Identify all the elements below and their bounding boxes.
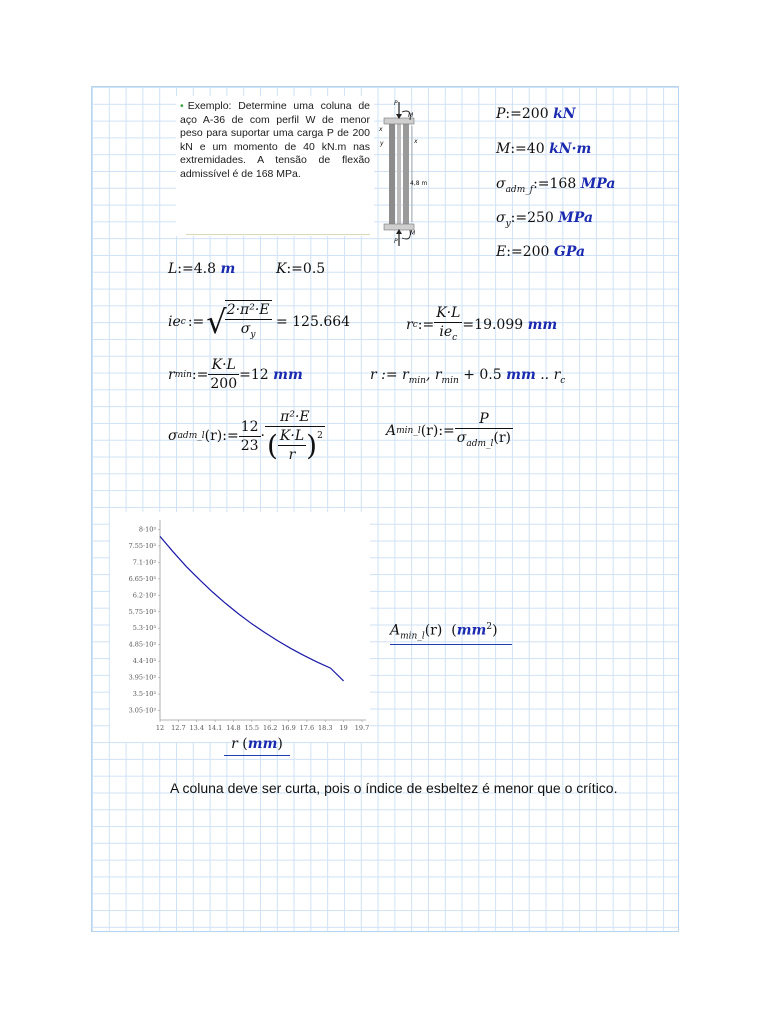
column-illustration bbox=[372, 100, 432, 250]
def-sigma-adm-l: σ adm_l (r) := $\frac{12}{23}$ · π²·E ( $\frac{K\cdot L}{r}$ ) $^2$ bbox=[168, 409, 323, 463]
problem-statement bbox=[180, 100, 370, 181]
y-tick-label: 3.5·10³ bbox=[132, 690, 156, 699]
column-figure bbox=[372, 100, 432, 250]
def-L: L:=4.8 m bbox=[168, 261, 236, 277]
x-tick-label: 14.8 bbox=[226, 724, 241, 732]
x-tick-label: 15.5 bbox=[244, 724, 260, 732]
x-tick-label: 19.7 bbox=[354, 724, 370, 732]
def-iec: ie c := √ $\frac{\text{2·π²·E}}{\sigma_y}$ = 125.664 bbox=[168, 300, 350, 344]
y-tick-label: 3.95·10³ bbox=[128, 673, 156, 682]
y-tick-label: 5.3·10³ bbox=[132, 624, 156, 633]
figure-label-x1: x bbox=[379, 126, 383, 133]
y-tick-label: 7.55·10³ bbox=[128, 541, 156, 550]
def-K: K:=0.5 bbox=[276, 261, 326, 277]
given-E: E:=200 GPa bbox=[496, 244, 586, 260]
x-tick-label: 17.6 bbox=[299, 724, 315, 732]
y-tick-label: 3.05·10³ bbox=[128, 706, 156, 715]
y-tick-label: 6.65·10³ bbox=[128, 574, 156, 583]
def-r-range: r := $r_{min}$, $r_{min} + 0.5$ mm .. $r_c$ bbox=[370, 367, 566, 386]
x-tick-label: 14.1 bbox=[207, 724, 223, 732]
given-M: M:=40 kN·m bbox=[496, 141, 592, 157]
x-tick-label: 19 bbox=[339, 724, 348, 732]
figure-label-M-top: M bbox=[408, 112, 414, 119]
given-P: P:=200 kN bbox=[496, 106, 576, 122]
figure-label-P-bottom: P bbox=[394, 238, 398, 245]
x-tick-label: 16.2 bbox=[262, 724, 278, 732]
x-tick-label: 12 bbox=[155, 724, 165, 732]
figure-label-length: 4,8 m bbox=[410, 180, 428, 187]
y-tick-label: 4.4·10³ bbox=[132, 657, 156, 666]
x-tick-label: 16.9 bbox=[281, 724, 296, 732]
figure-label-M-bottom: M bbox=[410, 230, 416, 237]
bullet-icon: • bbox=[180, 100, 184, 112]
def-rc: r c := $\frac{K\cdot L}{ie_c}$ = 19.099 mm bbox=[406, 305, 558, 343]
chart-ylabel: $A_{min\_l}(r)$ $(mm^2)$ bbox=[390, 622, 512, 645]
conclusion-text: A coluna deve ser curta, pois o índice de esbeltez é menor que o crítico. bbox=[170, 780, 618, 796]
given-sigma-adm-f: $\sigma_{adm\_f}:=168$ MPa bbox=[496, 176, 616, 195]
x-tick-label: 12.7 bbox=[171, 724, 186, 732]
problem-divider bbox=[186, 234, 370, 235]
y-tick-label: 6.2·10³ bbox=[132, 591, 156, 600]
figure-label-P-top: P bbox=[394, 100, 398, 107]
area-vs-radius-chart bbox=[110, 512, 370, 742]
given-sigma-y: $\sigma_y:=250$ MPa bbox=[496, 210, 594, 229]
x-tick-label: 18.3 bbox=[318, 724, 333, 732]
y-tick-label: 7.1·10³ bbox=[132, 558, 156, 567]
problem-text: Exemplo: Determine uma coluna de aço A-36 de com perfil W de menor peso para suportar uma carga P de 200 kN e um momento de 40 kN.m nas extremidades. A tensão de flexão admissível é de 168 MPa. bbox=[180, 100, 370, 180]
figure-label-x2: x bbox=[414, 138, 418, 145]
y-tick-label: 5.75·10³ bbox=[128, 607, 156, 616]
x-tick-label: 13.4 bbox=[189, 724, 204, 732]
chart-xlabel: r (mm) bbox=[224, 736, 290, 756]
def-A-min-l: A min_l (r) := $\frac{P}{\sigma_{adm\_l}(r)}$ bbox=[386, 411, 512, 449]
figure-label-y: y bbox=[380, 140, 384, 147]
y-tick-label: 8·10³ bbox=[138, 525, 156, 534]
y-tick-label: 4.85·10³ bbox=[128, 640, 156, 649]
def-rmin: r min := $\frac{K\cdot L}{200}$ = 12 mm bbox=[168, 357, 303, 392]
